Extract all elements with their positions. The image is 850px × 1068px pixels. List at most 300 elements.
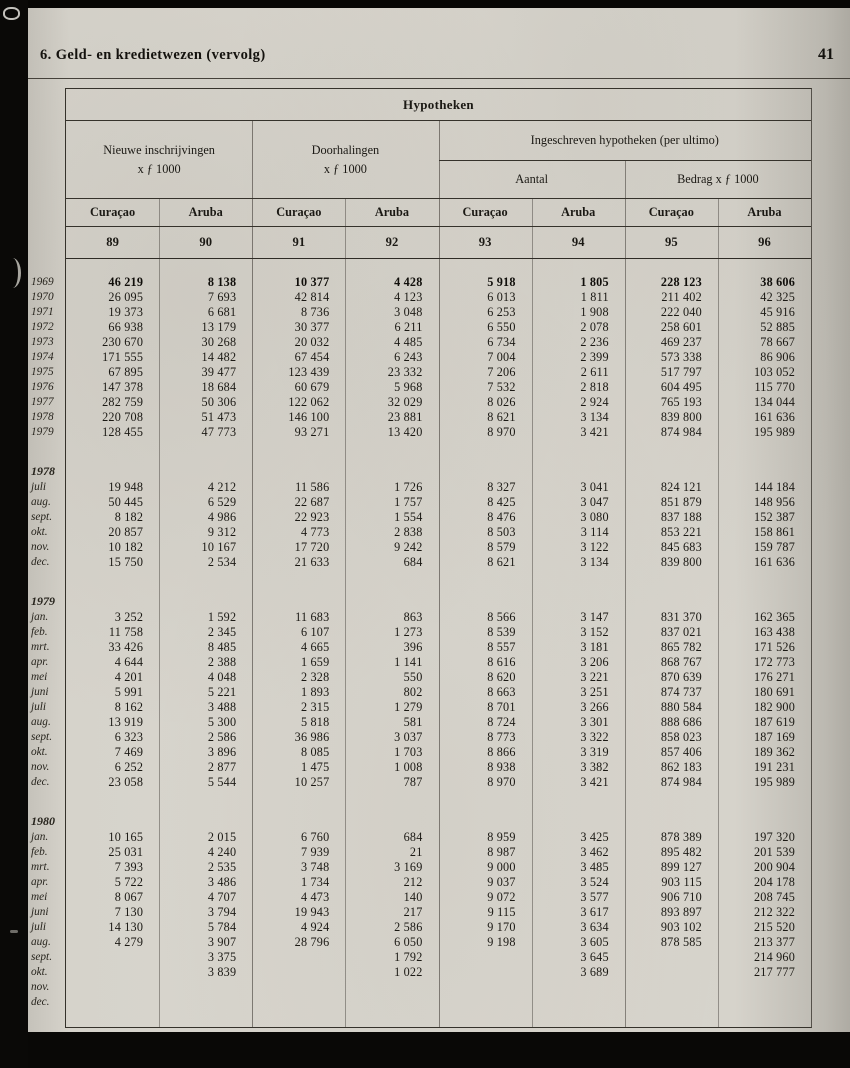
cell-value: 187 619 (753, 715, 795, 729)
cell-value: 5 991 (114, 685, 144, 699)
cell-value: 874 737 (660, 685, 702, 699)
row-label: feb. (31, 846, 48, 858)
row-label: mrt. (31, 641, 50, 653)
section-year-label: 1978 (31, 464, 55, 478)
group-title: Nieuwe inschrijvingen (103, 142, 215, 157)
cell-value: 1 273 (394, 625, 423, 639)
cell-value: 3 147 (580, 610, 609, 624)
cell-value: 3 486 (207, 875, 237, 889)
cell-value: 8 701 (487, 700, 516, 714)
cell-value: 3 794 (207, 905, 237, 919)
cell-value: 845 683 (660, 540, 702, 554)
cell-value: 213 377 (753, 935, 795, 949)
cell-value: 2 535 (207, 860, 237, 874)
cell-value: 1 279 (394, 700, 423, 714)
cell-value: 787 (403, 775, 423, 789)
cell-value: 182 900 (753, 700, 795, 714)
cell-value: 13 179 (201, 320, 237, 334)
cell-value: 6 243 (394, 350, 423, 364)
cell-value: 874 984 (660, 425, 702, 439)
cell-value: 893 897 (660, 905, 702, 919)
cell-value: 1 592 (207, 610, 237, 624)
cell-value: 8 138 (207, 275, 237, 289)
cell-value: 6 550 (487, 320, 516, 334)
cell-value: 214 960 (753, 950, 795, 964)
cell-value: 9 312 (207, 525, 237, 539)
cell-value: 11 586 (295, 480, 330, 494)
cell-value: 50 445 (108, 495, 144, 509)
cell-value: 3 382 (580, 760, 609, 774)
cell-value: 2 818 (580, 380, 609, 394)
region-header: Curaçao (276, 205, 322, 219)
cell-value: 3 251 (580, 685, 609, 699)
cell-value: 23 058 (108, 775, 144, 789)
cell-value: 888 686 (660, 715, 702, 729)
cell-value: 2 924 (580, 395, 609, 409)
cell-value: 853 221 (660, 525, 702, 539)
subgroup-bedrag: Bedrag x ƒ 1000 (677, 172, 759, 186)
cell-value: 2 388 (207, 655, 237, 669)
subgroup-divider (625, 161, 626, 1027)
cell-value: 103 052 (753, 365, 795, 379)
row-label: 1973 (31, 336, 54, 348)
cell-value: 8 938 (487, 760, 516, 774)
column-number: 95 (665, 235, 678, 249)
cell-value: 128 455 (102, 425, 144, 439)
cell-value: 1 022 (394, 965, 423, 979)
cell-value: 3 524 (580, 875, 609, 889)
cell-value: 8 959 (487, 830, 516, 844)
cell-value: 6 529 (207, 495, 237, 509)
cell-value: 4 201 (114, 670, 144, 684)
cell-value: 1 792 (394, 950, 423, 964)
row-label: mei (31, 891, 48, 903)
cell-value: 8 476 (487, 510, 516, 524)
cell-value: 3 322 (580, 730, 609, 744)
cell-value: 3 617 (580, 905, 609, 919)
col-group-nieuwe-inschrijvingen (66, 121, 252, 198)
cell-value (345, 995, 438, 1010)
row-label: sept. (31, 951, 53, 963)
region-header: Aruba (747, 205, 782, 219)
cell-value: 52 885 (760, 320, 795, 334)
cell-value: 230 670 (102, 335, 144, 349)
row-label: 1974 (31, 351, 54, 363)
cell-value: 1 554 (394, 510, 423, 524)
cell-value: 517 797 (660, 365, 702, 379)
row-label: nov. (31, 541, 50, 553)
cell-value: 903 115 (661, 875, 702, 889)
cell-value: 140 (403, 890, 423, 904)
cell-value: 148 956 (753, 495, 795, 509)
cell-value: 30 268 (201, 335, 237, 349)
cell-value: 3 689 (580, 965, 609, 979)
cell-value: 3 421 (580, 425, 609, 439)
cell-value: 6 211 (394, 320, 423, 334)
cell-value: 17 720 (294, 540, 330, 554)
cell-value (625, 950, 718, 965)
cell-value: 824 121 (660, 480, 702, 494)
cell-value: 2 611 (580, 365, 609, 379)
row-label: juni (31, 906, 49, 918)
cell-value: 159 787 (753, 540, 795, 554)
cell-value: 831 370 (660, 610, 702, 624)
cell-value: 3 114 (580, 525, 609, 539)
cell-value (625, 995, 718, 1010)
cell-value: 3 748 (300, 860, 330, 874)
cell-value: 78 667 (760, 335, 795, 349)
cell-value: 3 221 (580, 670, 609, 684)
cell-value: 22 687 (294, 495, 330, 509)
scan-edge-left (0, 0, 28, 1068)
cell-value: 201 539 (753, 845, 795, 859)
cell-value (252, 950, 345, 965)
cell-value: 176 271 (753, 670, 795, 684)
cell-value: 4 123 (394, 290, 423, 304)
cell-value: 837 188 (660, 510, 702, 524)
section-year-label: 1979 (31, 594, 55, 608)
cell-value: 191 231 (753, 760, 795, 774)
row-label: 1971 (31, 306, 54, 318)
row-label: 1969 (31, 276, 54, 288)
cell-value: 903 102 (660, 920, 702, 934)
row-label: jan. (31, 611, 49, 623)
cell-value: 469 237 (660, 335, 702, 349)
cell-value: 8 182 (114, 510, 144, 524)
cell-value: 2 078 (580, 320, 609, 334)
cell-value: 4 644 (114, 655, 144, 669)
cell-value: 5 722 (114, 875, 144, 889)
cell-value: 8 773 (487, 730, 516, 744)
binding-mark (3, 7, 20, 20)
row-label: aug. (31, 936, 51, 948)
cell-value: 3 134 (580, 555, 609, 569)
cell-value: 5 818 (300, 715, 330, 729)
cell-value: 3 047 (580, 495, 609, 509)
cell-value: 802 (403, 685, 423, 699)
cell-value: 212 322 (753, 905, 795, 919)
cell-value: 899 127 (660, 860, 702, 874)
cell-value: 146 100 (288, 410, 330, 424)
cell-value: 4 924 (300, 920, 330, 934)
cell-value: 8 663 (487, 685, 516, 699)
cell-value: 9 170 (487, 920, 516, 934)
cell-value: 10 182 (108, 540, 144, 554)
cell-value: 1 659 (300, 655, 330, 669)
row-label: okt. (31, 746, 48, 758)
column-divider (532, 199, 533, 1027)
cell-value: 5 544 (207, 775, 237, 789)
cell-value: 134 044 (753, 395, 795, 409)
cell-value (252, 965, 345, 980)
cell-value (532, 995, 625, 1010)
cell-value: 2 534 (207, 555, 237, 569)
cell-value: 3 266 (580, 700, 609, 714)
cell-value: 8 566 (487, 610, 516, 624)
cell-value: 32 029 (387, 395, 423, 409)
cell-value: 2 586 (207, 730, 237, 744)
row-label: apr. (31, 656, 49, 668)
cell-value: 1 811 (580, 290, 609, 304)
group-divider (252, 121, 253, 1027)
cell-value: 228 123 (660, 275, 702, 289)
row-label: 1972 (31, 321, 54, 333)
row-label: 1976 (31, 381, 54, 393)
column-number: 94 (571, 235, 585, 249)
row-label: mrt. (31, 861, 50, 873)
cell-value: 5 300 (207, 715, 237, 729)
cell-value: 4 986 (207, 510, 237, 524)
cell-value: 6 050 (394, 935, 423, 949)
cell-value: 50 306 (201, 395, 237, 409)
cell-value: 25 031 (108, 845, 144, 859)
column-divider (345, 199, 346, 1027)
cell-value: 1 726 (394, 480, 423, 494)
cell-value (252, 980, 345, 995)
cell-value: 7 393 (114, 860, 144, 874)
cell-value: 4 707 (207, 890, 237, 904)
cell-value: 4 485 (394, 335, 423, 349)
cell-value: 123 439 (288, 365, 330, 379)
cell-value: 3 485 (580, 860, 609, 874)
cell-value: 837 021 (660, 625, 702, 639)
statistics-table (31, 88, 812, 1028)
cell-value: 8 621 (487, 555, 516, 569)
cell-value: 39 477 (201, 365, 237, 379)
cell-value: 144 184 (753, 480, 795, 494)
cell-value: 6 734 (487, 335, 516, 349)
region-header: Curaçao (648, 205, 694, 219)
cell-value: 10 165 (108, 830, 144, 844)
cell-value (252, 995, 345, 1010)
cell-value: 2 015 (207, 830, 237, 844)
column-number: 91 (292, 235, 306, 249)
cell-value (66, 995, 159, 1010)
cell-value: 42 814 (294, 290, 330, 304)
cell-value: 4 279 (114, 935, 144, 949)
cell-value: 200 904 (753, 860, 795, 874)
cell-value: 8 026 (487, 395, 516, 409)
cell-value: 3 169 (394, 860, 423, 874)
group-subtitle: x ƒ 1000 (137, 161, 181, 176)
cell-value: 4 428 (394, 275, 423, 289)
cell-value: 10 257 (294, 775, 330, 789)
row-label: 1979 (31, 426, 54, 438)
cell-value (439, 995, 532, 1010)
cell-value: 1 757 (394, 495, 423, 509)
binding-mark (10, 930, 18, 933)
cell-value: 3 421 (580, 775, 609, 789)
cell-value: 6 323 (114, 730, 144, 744)
cell-value: 874 984 (660, 775, 702, 789)
cell-value: 5 784 (207, 920, 237, 934)
region-header: Aruba (188, 205, 223, 219)
row-label: sept. (31, 511, 53, 523)
cell-value: 5 968 (394, 380, 423, 394)
cell-value: 161 636 (753, 555, 795, 569)
cell-value: 2 877 (207, 760, 237, 774)
page-number: 41 (818, 46, 834, 63)
cell-value: 162 365 (753, 610, 795, 624)
cell-value: 3 134 (580, 410, 609, 424)
cell-value: 6 253 (487, 305, 516, 319)
cell-value: 4 773 (300, 525, 330, 539)
cell-value: 863 (403, 610, 423, 624)
cell-value: 171 526 (753, 640, 795, 654)
row-label: feb. (31, 626, 48, 638)
cell-value: 868 767 (660, 655, 702, 669)
cell-value: 9 198 (487, 935, 516, 949)
cell-value (625, 965, 718, 980)
row-label: apr. (31, 876, 49, 888)
cell-value (66, 980, 159, 995)
cell-value: 4 665 (300, 640, 330, 654)
cell-value: 20 032 (294, 335, 330, 349)
row-label: juli (31, 701, 47, 713)
cell-value: 3 041 (580, 480, 609, 494)
cell-value: 11 683 (295, 610, 330, 624)
cell-value: 3 645 (580, 950, 609, 964)
group-subtitle: x ƒ 1000 (323, 161, 367, 176)
cell-value: 3 896 (207, 745, 237, 759)
region-header: Curaçao (90, 205, 136, 219)
cell-value: 122 062 (288, 395, 330, 409)
cell-value: 45 916 (760, 305, 795, 319)
cell-value: 3 488 (207, 700, 237, 714)
cell-value: 8 503 (487, 525, 516, 539)
cell-value: 147 378 (102, 380, 144, 394)
cell-value: 23 881 (387, 410, 423, 424)
cell-value: 19 948 (108, 480, 144, 494)
cell-value: 19 373 (108, 305, 144, 319)
cell-value: 152 387 (753, 510, 795, 524)
cell-value: 684 (403, 830, 423, 844)
row-label: 1970 (31, 291, 54, 303)
cell-value: 581 (403, 715, 423, 729)
row-label: juni (31, 686, 49, 698)
cell-value: 21 633 (294, 555, 330, 569)
cell-value: 857 406 (660, 745, 702, 759)
cell-value: 197 320 (753, 830, 795, 844)
cell-value: 3 252 (114, 610, 144, 624)
cell-value: 217 777 (753, 965, 795, 979)
cell-value: 9 037 (487, 875, 516, 889)
binding-mark (7, 258, 21, 288)
cell-value: 6 107 (300, 625, 330, 639)
cell-value: 573 338 (660, 350, 702, 364)
cell-value: 14 130 (108, 920, 144, 934)
cell-value: 4 048 (207, 670, 237, 684)
cell-value: 858 023 (660, 730, 702, 744)
cell-value: 3 152 (580, 625, 609, 639)
region-header: Aruba (374, 205, 410, 219)
cell-value: 765 193 (660, 395, 702, 409)
cell-value: 189 362 (753, 745, 795, 759)
cell-value (439, 950, 532, 965)
cell-value: 6 252 (114, 760, 144, 774)
cell-value: 1 475 (300, 760, 330, 774)
cell-value: 66 938 (108, 320, 144, 334)
cell-value: 187 169 (753, 730, 795, 744)
cell-value: 3 462 (580, 845, 609, 859)
column-number: 96 (758, 235, 771, 249)
cell-value: 8 485 (207, 640, 237, 654)
cell-value (718, 995, 811, 1010)
cell-value: 2 586 (394, 920, 423, 934)
group-title: Ingeschreven hypotheken (per ultimo) (439, 121, 812, 161)
cell-value: 204 178 (753, 875, 795, 889)
cell-value: 22 923 (294, 510, 330, 524)
cell-value: 11 758 (108, 625, 144, 639)
section-year-label: 1980 (31, 814, 55, 828)
cell-value: 3 206 (580, 655, 609, 669)
cell-value: 4 240 (207, 845, 237, 859)
cell-value: 18 684 (201, 380, 237, 394)
cell-value: 9 000 (487, 860, 516, 874)
cell-value: 8 067 (114, 890, 144, 904)
cell-value: 19 943 (294, 905, 330, 919)
cell-value: 195 989 (753, 425, 795, 439)
cell-value: 222 040 (660, 305, 702, 319)
cell-value: 1 893 (300, 685, 330, 699)
region-header: Curaçao (462, 205, 508, 219)
page-header (40, 46, 834, 68)
cell-value: 9 072 (487, 890, 516, 904)
cell-value: 220 708 (102, 410, 144, 424)
row-label: 1975 (31, 366, 54, 378)
cell-value: 1 141 (394, 655, 423, 669)
group-title: Doorhalingen (311, 142, 380, 157)
cell-value: 3 907 (207, 935, 237, 949)
cell-value (159, 995, 252, 1010)
scan-edge-top (0, 0, 850, 8)
cell-value: 7 206 (487, 365, 516, 379)
cell-value: 212 (403, 875, 423, 889)
cell-value: 878 389 (660, 830, 702, 844)
cell-value: 1 805 (580, 275, 609, 289)
cell-value: 33 426 (108, 640, 144, 654)
cell-value: 208 745 (753, 890, 795, 904)
row-label: juli (31, 921, 47, 933)
cell-value: 3 181 (580, 640, 609, 654)
cell-value: 1 908 (580, 305, 609, 319)
row-label: dec. (31, 556, 50, 568)
cell-value: 42 325 (760, 290, 795, 304)
row-label: aug. (31, 496, 51, 508)
chapter-heading: 6. Geld- en kredietwezen (vervolg) (40, 47, 266, 63)
cell-value: 3 037 (394, 730, 423, 744)
cell-value: 839 800 (660, 555, 702, 569)
cell-value: 47 773 (201, 425, 237, 439)
cell-value: 865 782 (660, 640, 702, 654)
subgroup-aantal: Aantal (515, 172, 549, 186)
cell-value: 258 601 (660, 320, 702, 334)
cell-value: 839 800 (660, 410, 702, 424)
cell-value: 161 636 (753, 410, 795, 424)
cell-value: 2 345 (207, 625, 237, 639)
cell-value: 8 327 (487, 480, 516, 494)
cell-value: 7 130 (114, 905, 144, 919)
cell-value: 2 838 (394, 525, 423, 539)
cell-value: 8 425 (487, 495, 516, 509)
page (28, 8, 850, 1032)
cell-value: 684 (403, 555, 423, 569)
cell-value: 67 895 (108, 365, 144, 379)
column-divider (159, 199, 160, 1027)
cell-value: 282 759 (102, 395, 144, 409)
cell-value: 8 620 (487, 670, 516, 684)
row-label: 1978 (31, 411, 54, 423)
